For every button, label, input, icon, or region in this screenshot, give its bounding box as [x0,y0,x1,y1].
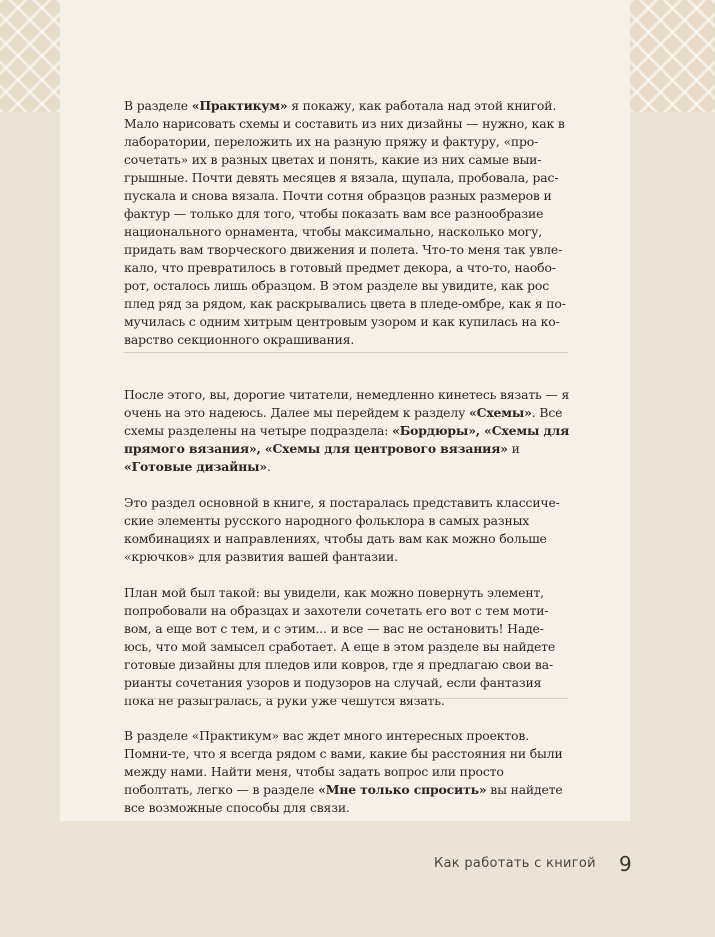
bold-subsection-names: «Бордюры», «Схемы для прямого вязания», «Схемы для центрового вязания» [124,423,570,456]
text-run: и [507,441,520,456]
text-run: В разделе «Практикум» вас ждет много интересных проектов. Помни-те, что я всегда рядом с вами, какие бы расстояния ни были между нами. Найти меня, чтобы задать вопрос или просто поболтать, легко — в разделе [124,728,563,797]
divider [124,698,568,699]
text-run: . Все схемы разделены на четыре подраздела: [124,405,563,438]
text-run: После этого, вы, дорогие читатели, немедленно кинетесь вязать — я очень на это надеюсь. Далее мы перейдем к разделу [124,387,570,420]
paragraph [124,386,570,476]
text-run: . [267,459,271,474]
running-footer-title: Как работать с книгой [434,856,596,871]
text-run: В разделе [124,98,192,113]
section-schemes [124,386,570,710]
text-run: я покажу, как работала над этой книгой. Мало нарисовать схемы и составить из них дизайны — нужно, как в лаборатории, переложить их на разную пряжу и фактуру, «про-сочетать» их в разных цветах и понять, какие из них самые выи-грышные. Почти девять месяцев я вязала, щупала, пробовала, рас-пускала и снова вязала. Почти сотня образцов разных размеров и фактур — только для того, чтобы показать вам все разнообразие национального орнамента, чтобы максимально, насколько могу, придать вам творческого движения и полета. Что-то меня так увле-кало, что превратилось в готовый предмет декора, а что-то, наобо-рот, осталось лишь образцом. В этом разделе вы увидите, как рос плед ряд за рядом, как раскрывались цвета в пледе-омбре, как я по-мучилась с одним хитрым центровым узором и как купилась на ко-варство секционного окрашивания. [124,98,566,347]
ornament-pattern-right [630,0,715,112]
bold-section-name: «Схемы» [469,405,532,420]
ornament-pattern-left [0,0,60,112]
divider [124,352,568,353]
paragraph: Это раздел основной в книге, я постаралась представить классиче-ские элементы русского народного фольклора в самых разных комбинациях и направлениях, чтобы дать вам как можно больше «крючков» для развития вашей фантазии. [124,495,560,564]
paragraph: План мой был такой: вы увидели, как можно повернуть элемент, попробовали на образцах и захотели сочетать его вот с тем моти-вом, а еще вот с тем, и с этим... и все — вас не остановить! Наде-юсь, что мой замысел сработает. А еще в этом разделе вы найдете готовые дизайны для пледов или ковров, где я предлагаю свои ва-рианты сочетания узоров и подузоров на случай, если фантазия пока не разыгралась, а руки уже чешутся вязать. [124,585,556,708]
section-practicum-intro [124,97,570,349]
paragraph [124,727,570,817]
bold-subsection-name: «Готовые дизайны» [124,459,267,474]
page-number: 9 [619,852,632,876]
section-contact [124,727,570,817]
bold-section-name: «Мне только спросить» [318,782,487,797]
paragraph [124,97,570,349]
bold-section-name: «Практикум» [191,98,288,113]
text-run: вы найдете все возможные способы для связи. [124,782,563,815]
